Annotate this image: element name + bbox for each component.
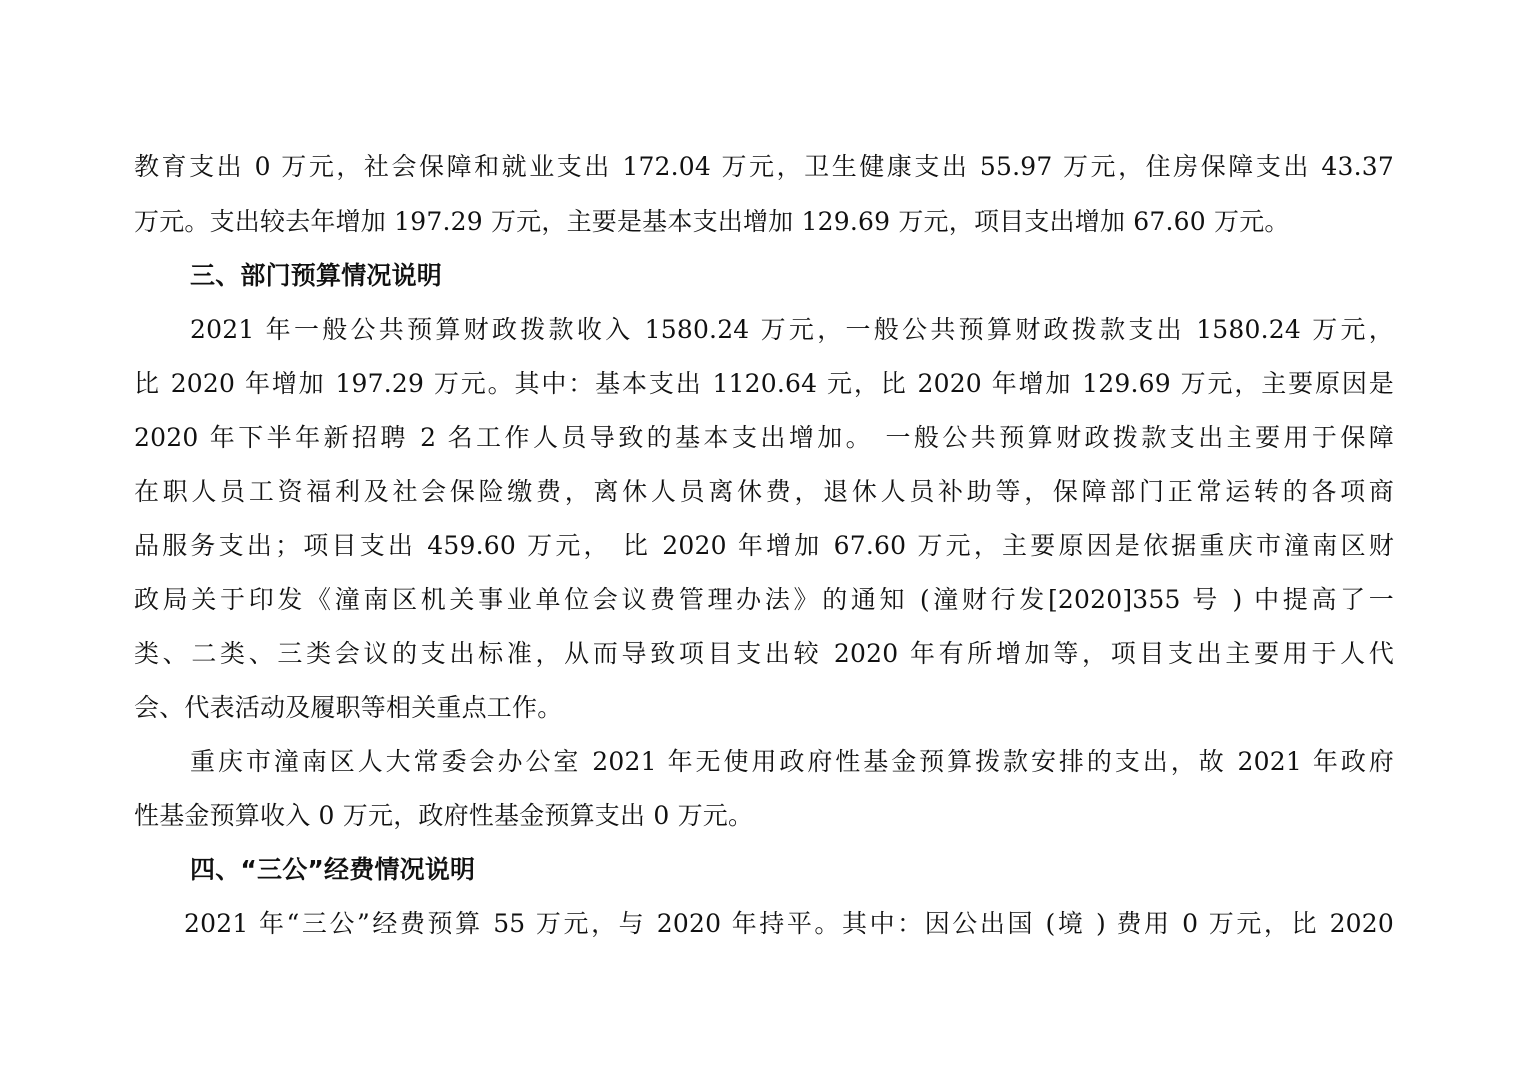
paragraph-line: 政局关于印发《潼南区机关事业单位会议费管理办法》的通知 (潼财行发[2020]355 号 ) 中提高了一 xyxy=(134,585,1394,614)
paragraph-line: 教育支出 0 万元，社会保障和就业支出 172.04 万元，卫生健康支出 55.97 万元，住房保障支出 43.37 xyxy=(134,152,1394,181)
paragraph-line: 2020 年下半年新招聘 2 名工作人员导致的基本支出增加。 一般公共预算财政拨款支出主要用于保障 xyxy=(134,423,1394,452)
paragraph-line: 品服务支出；项目支出 459.60 万元， 比 2020 年增加 67.60 万元，主要原因是依据重庆市潼南区财 xyxy=(134,531,1394,560)
paragraph-line: 比 2020 年增加 197.29 万元。其中：基本支出 1120.64 元，比 2020 年增加 129.69 万元，主要原因是 xyxy=(134,369,1394,398)
paragraph-line: 万元。支出较去年增加 197.29 万元，主要是基本支出增加 129.69 万元，项目支出增加 67.60 万元。 xyxy=(134,207,1290,236)
paragraph-line: 在职人员工资福利及社会保险缴费，离休人员离休费，退休人员补助等，保障部门正常运转的各项商 xyxy=(134,477,1394,506)
paragraph-line: 重庆市潼南区人大常委会办公室 2021 年无使用政府性基金预算拨款安排的支出，故 2021 年政府 xyxy=(190,747,1394,776)
paragraph-line: 会、代表活动及履职等相关重点工作。 xyxy=(134,693,563,722)
paragraph-line: 类、二类、三类会议的支出标准，从而导致项目支出较 2020 年有所增加等，项目支出主要用于人代 xyxy=(134,639,1394,668)
paragraph-line: 2021 年一般公共预算财政拨款收入 1580.24 万元，一般公共预算财政拨款支出 1580.24 万元， xyxy=(190,315,1394,344)
paragraph-line: 2021 年“三公”经费预算 55 万元，与 2020 年持平。其中：因公出国 (境 ) 费用 0 万元，比 2020 xyxy=(184,909,1394,938)
section-heading-three-public-expenses: 四、“三公”经费情况说明 xyxy=(190,855,476,884)
paragraph-line: 性基金预算收入 0 万元，政府性基金预算支出 0 万元。 xyxy=(134,801,754,830)
section-heading-department-budget: 三、部门预算情况说明 xyxy=(190,261,443,290)
